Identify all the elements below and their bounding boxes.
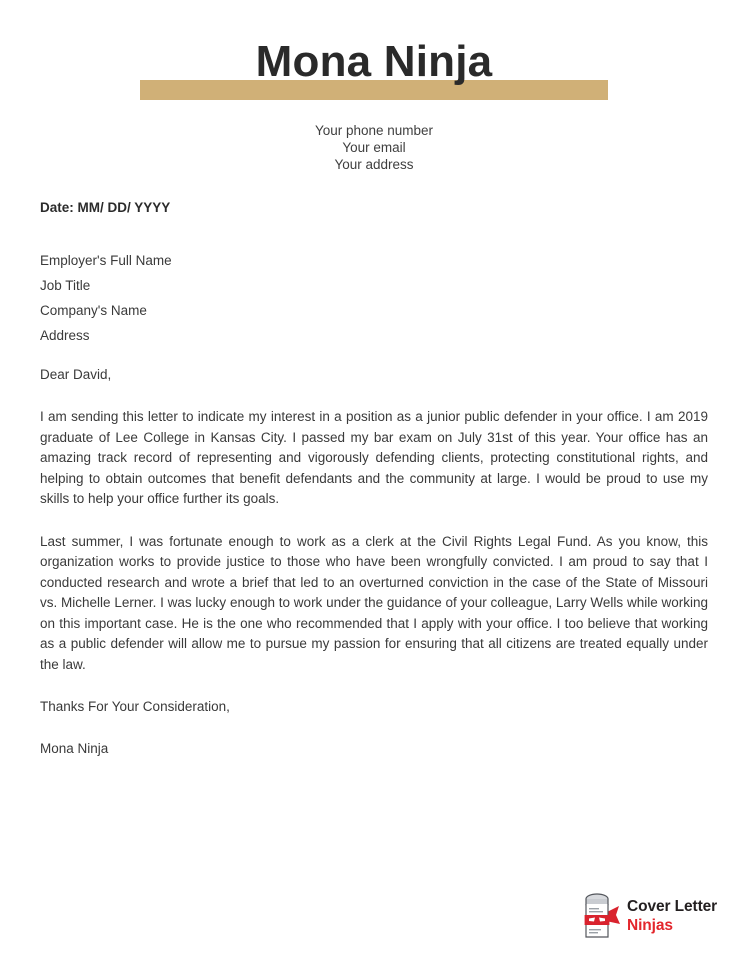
recipient-block <box>40 248 708 348</box>
contact-phone: Your phone number <box>314 123 434 138</box>
recipient-job-title: Job Title <box>40 278 91 293</box>
contact-address: Your address <box>334 157 414 172</box>
signature-name: Mona Ninja <box>40 741 109 756</box>
letter-header <box>0 0 748 118</box>
brand-logo-text <box>627 899 717 933</box>
contact-email: Your email <box>342 140 406 155</box>
body-paragraph-1: I am sending this letter to indicate my interest in a position as a junior public defender in your office. I am 2019 graduate of Lee College in Kansas City. I passed my bar exam on July 31st of this year. Your office has an amazing track record of representing and vigorously defending clients, protecting constitutional rights, and helping to obtain outcomes that benefit defendants and the community at large. I would be proud to use my skills to help your office further its goals. <box>40 409 708 506</box>
ninja-scroll-icon <box>575 891 621 941</box>
page-title: Mona Ninja <box>255 37 493 86</box>
salutation: Dear David, <box>40 367 112 382</box>
contact-block <box>0 122 748 173</box>
brand-name-primary: Cover Letter <box>627 898 718 915</box>
recipient-employer-name: Employer's Full Name <box>40 253 172 268</box>
recipient-company-name: Company's Name <box>40 303 147 318</box>
date-line: Date: MM/ DD/ YYYY <box>40 200 171 215</box>
body-paragraph-2: Last summer, I was fortunate enough to work as a clerk at the Civil Rights Legal Fund. As you know, this organization works to provide justice to those who have been wrongfully convicted. I am proud to say that I conducted research and wrote a brief that led to an overturned conviction in the case of the State of Missouri vs. Michelle Lerner. I was lucky enough to work under the guidance of your colleague, Larry Wells while working on this important case. He is the one who recommended that I apply with your office. I too believe that working as a public defender will allow me to pursue my passion for ensuring that all citizens are treated equally under the law. <box>40 533 708 672</box>
brand-logo <box>575 890 720 942</box>
closing-line: Thanks For Your Consideration, <box>40 699 230 714</box>
recipient-address: Address <box>40 328 90 343</box>
letter-body <box>40 198 708 759</box>
brand-name-secondary: Ninjas <box>627 916 673 934</box>
